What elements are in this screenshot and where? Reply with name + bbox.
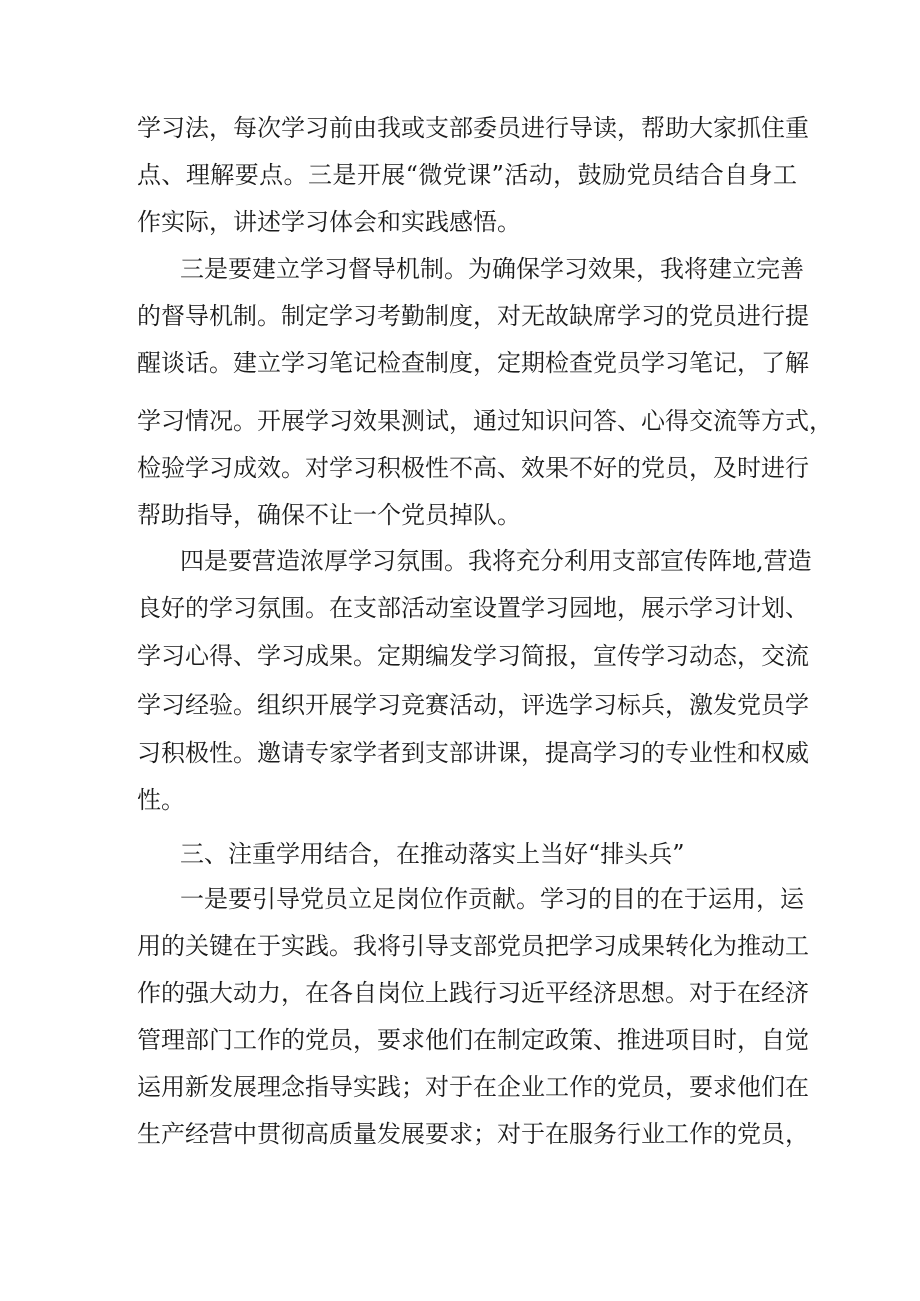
text-line: 学习心得、学习成果。定期编发学习简报，宣传学习动态，交流 (137, 642, 809, 670)
text-line: 性。 (137, 786, 185, 814)
text-line: 点、理解要点。三是开展“微党课”活动，鼓励党员结合自身工 (137, 161, 797, 189)
text-line: 帮助指导，确保不让一个党员掉队。 (137, 501, 521, 529)
text-line: 学习情况。开展学习效果测试，通过知识问答、心得交流等方式， (137, 407, 833, 435)
text-line: 用的关键在于实践。我将引导支部党员把学习成果转化为推动工 (137, 932, 809, 960)
text-line: 作的强大动力，在各自岗位上践行习近平经济思想。对于在经济 (137, 979, 809, 1007)
paragraph-first-line: 四是要营造浓厚学习氛围。我将充分利用支部宣传阵地,营造 (180, 547, 812, 575)
text-line: 检验学习成效。对学习积极性不高、效果不好的党员，及时进行 (137, 454, 809, 482)
paragraph-first-line: 一是要引导党员立足岗位作贡献。学习的目的在于运用，运 (180, 885, 804, 913)
text-line: 运用新发展理念指导实践；对于在企业工作的党员，要求他们在 (137, 1073, 809, 1101)
text-line: 学习经验。组织开展学习竞赛活动，评选学习标兵，激发党员学 (137, 691, 809, 719)
text-line: 作实际，讲述学习体会和实践感悟。 (137, 208, 521, 236)
text-line: 习积极性。邀请专家学者到支部讲课，提高学习的专业性和权威 (137, 739, 809, 767)
text-line: 的督导机制。制定学习考勤制度，对无故缺席学习的党员进行提 (137, 302, 809, 330)
text-line: 醒谈话。建立学习笔记检查制度，定期检查党员学习笔记，了解 (137, 349, 809, 377)
text-line: 生产经营中贯彻高质量发展要求；对于在服务行业工作的党员， (137, 1120, 809, 1148)
text-line: 学习法，每次学习前由我或支部委员进行导读，帮助大家抓住重 (137, 114, 809, 142)
section-heading: 三、注重学用结合，在推动落实上当好“排头兵” (180, 840, 685, 868)
text-line: 管理部门工作的党员，要求他们在制定政策、推进项目时，自觉 (137, 1026, 809, 1054)
text-line: 良好的学习氛围。在支部活动室设置学习园地，展示学习计划、 (137, 594, 809, 622)
paragraph-first-line: 三是要建立学习督导机制。为确保学习效果，我将建立完善 (180, 255, 804, 283)
